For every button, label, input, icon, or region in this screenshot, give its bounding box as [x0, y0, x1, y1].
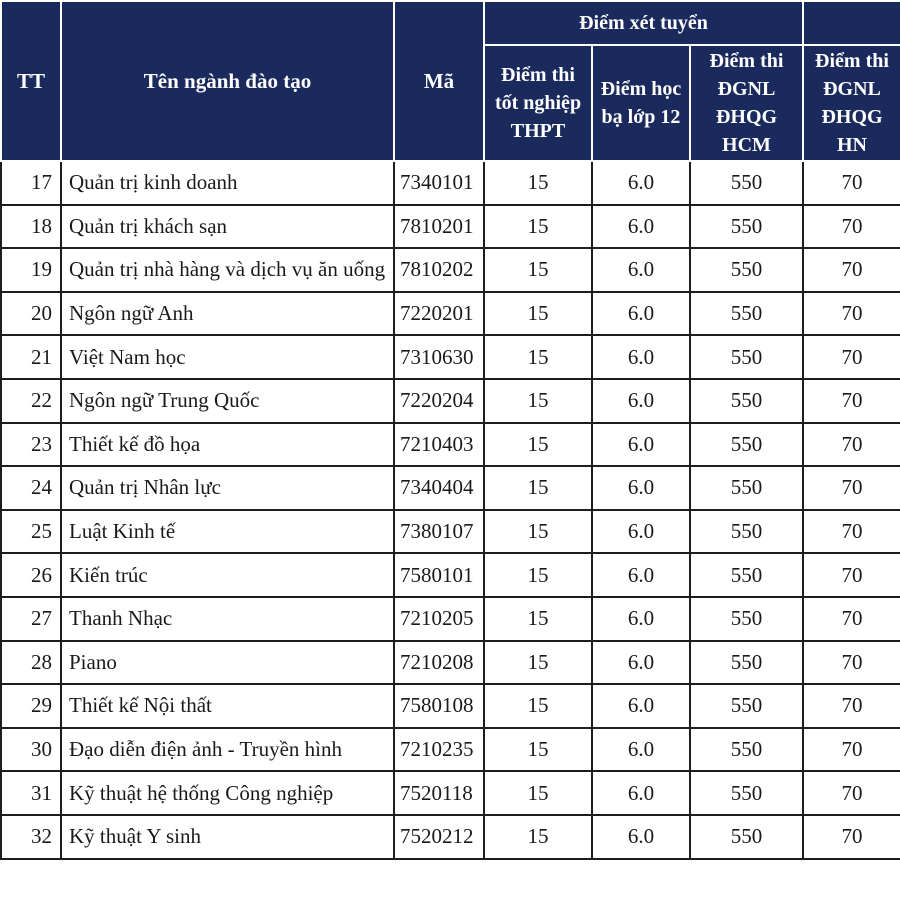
major-name: Đạo diễn điện ảnh - Truyền hình [61, 728, 394, 772]
row-number: 21 [1, 335, 61, 379]
table-row [1, 553, 900, 597]
major-name: Kỹ thuật hệ thống Công nghiệp [61, 771, 394, 815]
table-row [1, 597, 900, 641]
score-dgnl-hn: 70 [803, 423, 900, 467]
score-hocba: 6.0 [592, 771, 690, 815]
score-thpt: 15 [484, 684, 592, 728]
row-number: 29 [1, 684, 61, 728]
score-dgnl-hn: 70 [803, 510, 900, 554]
score-dgnl-hcm: 550 [690, 466, 803, 510]
major-code: 7210235 [394, 728, 484, 772]
major-name: Ngôn ngữ Trung Quốc [61, 379, 394, 423]
header-code: Mã [394, 1, 484, 161]
major-code: 7580108 [394, 684, 484, 728]
score-dgnl-hcm: 550 [690, 379, 803, 423]
major-code: 7340101 [394, 161, 484, 205]
major-code: 7810201 [394, 205, 484, 249]
score-hocba: 6.0 [592, 161, 690, 205]
score-hocba: 6.0 [592, 205, 690, 249]
table-row [1, 335, 900, 379]
score-thpt: 15 [484, 423, 592, 467]
score-hocba: 6.0 [592, 597, 690, 641]
major-code: 7810202 [394, 248, 484, 292]
row-number: 24 [1, 466, 61, 510]
score-dgnl-hcm: 550 [690, 684, 803, 728]
score-thpt: 15 [484, 335, 592, 379]
major-name: Việt Nam học [61, 335, 394, 379]
table-row [1, 466, 900, 510]
major-name: Quản trị nhà hàng và dịch vụ ăn uống [61, 248, 394, 292]
major-name: Quản trị khách sạn [61, 205, 394, 249]
header-dgnl-hcm: Điểm thi ĐGNL ĐHQG HCM [690, 45, 803, 161]
score-thpt: 15 [484, 205, 592, 249]
score-thpt: 15 [484, 553, 592, 597]
score-hocba: 6.0 [592, 684, 690, 728]
score-dgnl-hcm: 550 [690, 597, 803, 641]
major-name: Quản trị kinh doanh [61, 161, 394, 205]
score-thpt: 15 [484, 248, 592, 292]
major-code: 7580101 [394, 553, 484, 597]
score-thpt: 15 [484, 466, 592, 510]
score-dgnl-hcm: 550 [690, 510, 803, 554]
major-name: Kiến trúc [61, 553, 394, 597]
row-number: 25 [1, 510, 61, 554]
major-code: 7520118 [394, 771, 484, 815]
score-dgnl-hn: 70 [803, 466, 900, 510]
score-hocba: 6.0 [592, 335, 690, 379]
table-row [1, 728, 900, 772]
row-number: 31 [1, 771, 61, 815]
major-code: 7340404 [394, 466, 484, 510]
score-dgnl-hn: 70 [803, 771, 900, 815]
row-number: 19 [1, 248, 61, 292]
score-dgnl-hcm: 550 [690, 423, 803, 467]
row-number: 26 [1, 553, 61, 597]
score-dgnl-hcm: 550 [690, 771, 803, 815]
score-dgnl-hcm: 550 [690, 335, 803, 379]
header-tt: TT [1, 1, 61, 161]
score-dgnl-hn: 70 [803, 815, 900, 859]
table-row [1, 205, 900, 249]
score-thpt: 15 [484, 815, 592, 859]
table-row [1, 510, 900, 554]
row-number: 23 [1, 423, 61, 467]
score-hocba: 6.0 [592, 423, 690, 467]
table-row [1, 771, 900, 815]
major-code: 7310630 [394, 335, 484, 379]
score-hocba: 6.0 [592, 466, 690, 510]
major-name: Ngôn ngữ Anh [61, 292, 394, 336]
table-row [1, 161, 900, 205]
row-number: 28 [1, 641, 61, 685]
row-number: 18 [1, 205, 61, 249]
score-hocba: 6.0 [592, 248, 690, 292]
score-dgnl-hn: 70 [803, 641, 900, 685]
score-dgnl-hn: 70 [803, 684, 900, 728]
score-thpt: 15 [484, 161, 592, 205]
major-name: Thiết kế Nội thất [61, 684, 394, 728]
score-dgnl-hn: 70 [803, 379, 900, 423]
major-code: 7210208 [394, 641, 484, 685]
score-dgnl-hn: 70 [803, 248, 900, 292]
table-row [1, 248, 900, 292]
score-dgnl-hcm: 550 [690, 292, 803, 336]
major-code: 7220201 [394, 292, 484, 336]
score-dgnl-hn: 70 [803, 728, 900, 772]
row-number: 20 [1, 292, 61, 336]
score-thpt: 15 [484, 641, 592, 685]
score-hocba: 6.0 [592, 728, 690, 772]
major-name: Luật Kinh tế [61, 510, 394, 554]
header-hocba: Điểm học bạ lớp 12 [592, 45, 690, 161]
row-number: 17 [1, 161, 61, 205]
score-dgnl-hcm: 550 [690, 553, 803, 597]
major-name: Thiết kế đồ họa [61, 423, 394, 467]
score-thpt: 15 [484, 728, 592, 772]
score-thpt: 15 [484, 597, 592, 641]
header-score-group: Điểm xét tuyển [484, 1, 803, 45]
row-number: 27 [1, 597, 61, 641]
table-row [1, 292, 900, 336]
score-thpt: 15 [484, 510, 592, 554]
score-dgnl-hcm: 550 [690, 205, 803, 249]
score-dgnl-hcm: 550 [690, 161, 803, 205]
score-thpt: 15 [484, 771, 592, 815]
score-dgnl-hcm: 550 [690, 248, 803, 292]
score-hocba: 6.0 [592, 641, 690, 685]
header-major-name: Tên ngành đào tạo [61, 1, 394, 161]
score-dgnl-hcm: 550 [690, 728, 803, 772]
major-name: Quản trị Nhân lực [61, 466, 394, 510]
score-dgnl-hn: 70 [803, 553, 900, 597]
score-hocba: 6.0 [592, 292, 690, 336]
major-code: 7520212 [394, 815, 484, 859]
score-dgnl-hn: 70 [803, 205, 900, 249]
major-name: Piano [61, 641, 394, 685]
table-header [1, 1, 900, 161]
score-dgnl-hn: 70 [803, 161, 900, 205]
row-number: 30 [1, 728, 61, 772]
table-row [1, 641, 900, 685]
score-dgnl-hn: 70 [803, 292, 900, 336]
score-hocba: 6.0 [592, 553, 690, 597]
table-body [1, 161, 900, 859]
table-row [1, 684, 900, 728]
table-row [1, 379, 900, 423]
score-thpt: 15 [484, 292, 592, 336]
major-code: 7380107 [394, 510, 484, 554]
score-dgnl-hcm: 550 [690, 815, 803, 859]
major-name: Kỹ thuật Y sinh [61, 815, 394, 859]
score-hocba: 6.0 [592, 379, 690, 423]
score-hocba: 6.0 [592, 510, 690, 554]
table-row [1, 423, 900, 467]
row-number: 22 [1, 379, 61, 423]
header-thpt: Điểm thi tốt nghiệp THPT [484, 45, 592, 161]
row-number: 32 [1, 815, 61, 859]
major-code: 7210403 [394, 423, 484, 467]
major-code: 7220204 [394, 379, 484, 423]
major-code: 7210205 [394, 597, 484, 641]
score-dgnl-hcm: 550 [690, 641, 803, 685]
score-dgnl-hn: 70 [803, 335, 900, 379]
major-name: Thanh Nhạc [61, 597, 394, 641]
table-row [1, 815, 900, 859]
score-hocba: 6.0 [592, 815, 690, 859]
header-dgnl-hn: Điểm thi ĐGNL ĐHQG HN [803, 45, 900, 161]
header-score-group-empty [803, 1, 900, 45]
score-dgnl-hn: 70 [803, 597, 900, 641]
score-thpt: 15 [484, 379, 592, 423]
